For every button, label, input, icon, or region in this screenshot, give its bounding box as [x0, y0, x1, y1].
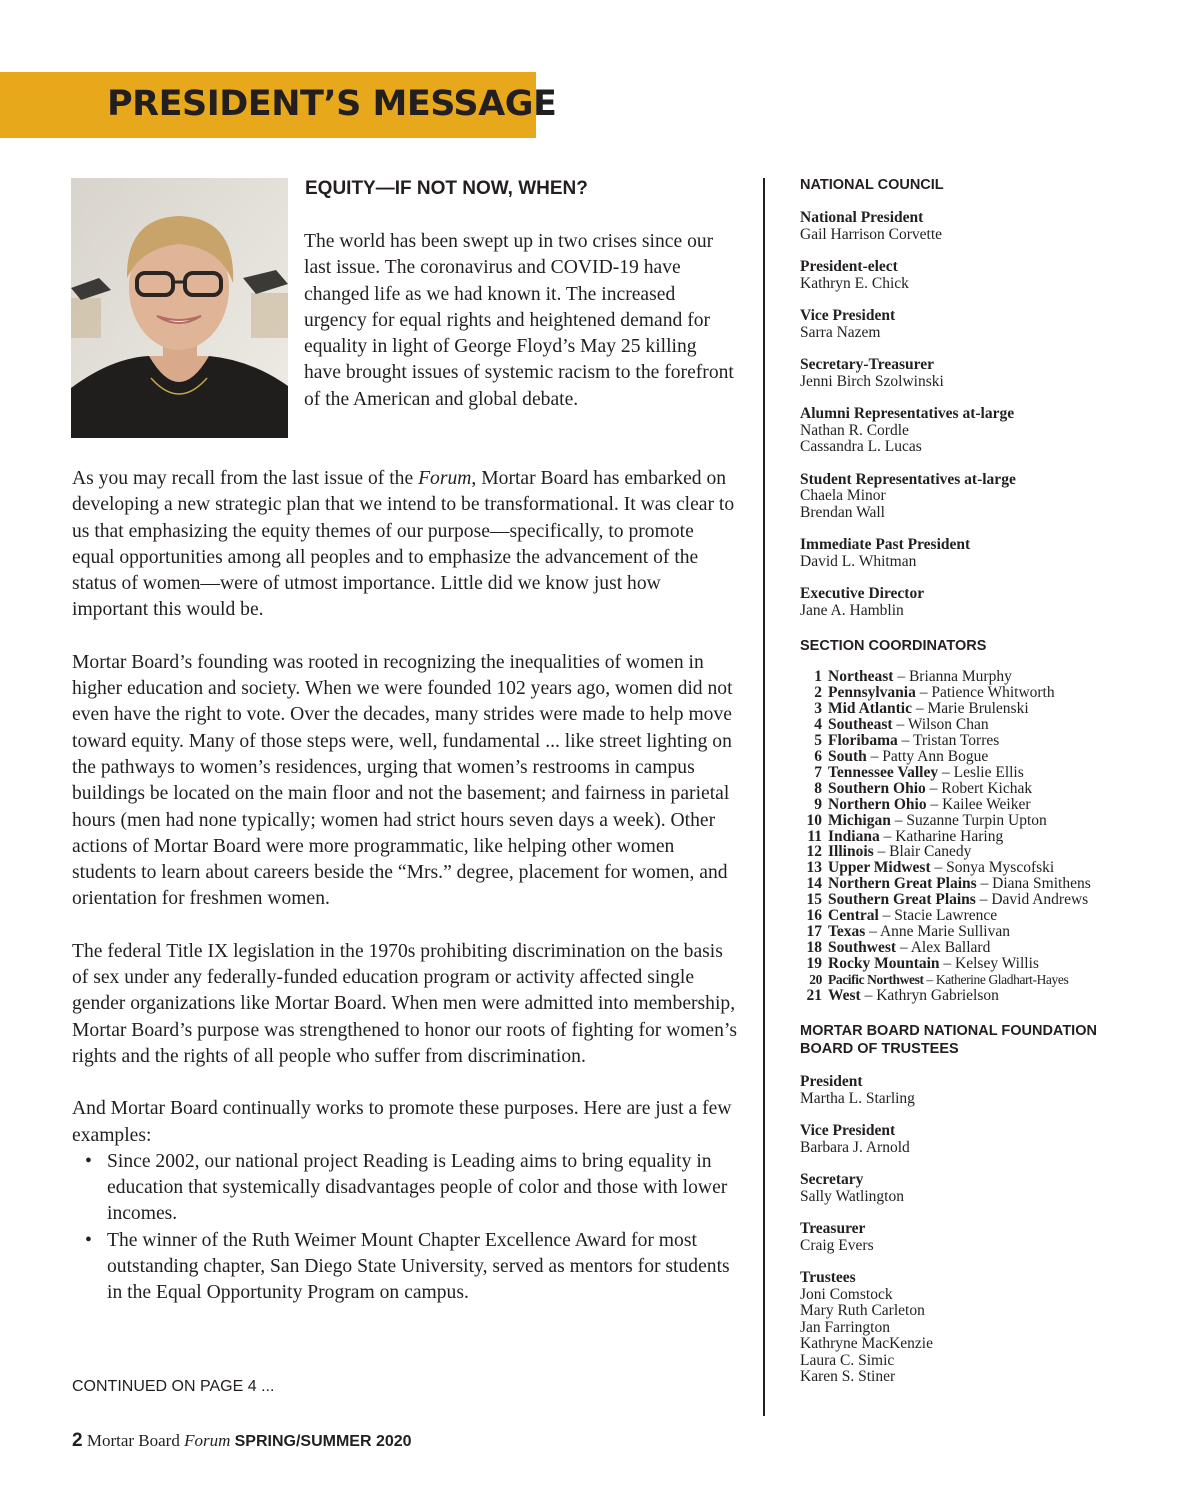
list-item: • The winner of the Ruth Weimer Mount Chapter Excellence Award for most outstanding chapter, San Diego State University, served as mentors for students in the Equal Opportunity Program on campus.	[85, 1229, 730, 1304]
section-region: Pacific Northwest	[828, 972, 924, 988]
coordinator-name: – Suzanne Turpin Upton	[894, 811, 1047, 829]
section-region: West	[828, 987, 861, 1005]
coordinator-name: – Stacie Lawrence	[882, 907, 998, 925]
article-title: EQUITY—IF NOT NOW, WHEN?	[305, 178, 588, 199]
role-title: Secretary	[800, 1171, 864, 1189]
section-coordinators-list	[800, 669, 1180, 1004]
section-number: 6	[814, 747, 822, 765]
section-banner	[0, 72, 557, 138]
role-title: Alumni Representatives at-large	[800, 405, 1015, 422]
coordinator-row	[800, 733, 1180, 749]
role-title: President-elect	[800, 258, 898, 275]
section-region: Central	[828, 907, 879, 925]
coordinator-row	[800, 749, 1180, 765]
paragraph: The federal Title IX legislation in the 1970s prohibiting discrimination on the basis of sex under any federally-funded education program or activity affected single gender organizations like Mortar Board. When men were admitted into membership, Mortar Board’s purpose was strengthened to honor our roots of fighting for women’s rights and the rights of all people who suffer from discrimination.	[72, 940, 737, 1067]
coordinator-name: – Kailee Weiker	[930, 795, 1031, 813]
section-number: 1	[814, 668, 822, 685]
coordinator-name: – Diana Smithens	[980, 875, 1091, 893]
section-region: Northern Ohio	[828, 795, 927, 813]
person-name: Chaela Minor	[800, 487, 886, 504]
section-region: Mid Atlantic	[828, 699, 912, 717]
article-body	[72, 466, 740, 1307]
coordinator-name: – Robert Kichak	[929, 779, 1033, 797]
role-title: Treasurer	[800, 1220, 866, 1238]
section-number: 14	[806, 875, 822, 893]
section-region: Southeast	[828, 715, 893, 733]
article-intro: The world has been swept up in two crises since our last issue. The coronavirus and COVID-19 have changed life as we had known it. The increased urgency for equal rights and heightened demand for equality in light of George Floyd’s May 25 killing have brought issues of systemic racism to the forefront of the American and global debate.	[304, 231, 734, 410]
section-number: 9	[814, 795, 822, 813]
coordinator-name: – Brianna Murphy	[897, 668, 1012, 685]
role-title: Vice President	[800, 1122, 896, 1140]
coordinator-row	[800, 908, 1180, 924]
role-title: Vice President	[800, 307, 896, 324]
role-title: National President	[800, 209, 924, 226]
role-title: President	[800, 1073, 863, 1091]
person-name: Jan Farrington	[800, 1318, 890, 1336]
president-portrait	[71, 178, 288, 438]
coordinator-name: – Anne Marie Sullivan	[869, 923, 1010, 941]
person-name: Jenni Birch Szolwinski	[800, 372, 944, 390]
coordinator-row	[800, 940, 1180, 956]
list-item: • Since 2002, our national project Reading is Leading aims to bring equality in education that systemically disadvantages people of color and those with lower incomes.	[85, 1150, 728, 1225]
directory-group	[800, 586, 1180, 619]
person-name: Sarra Nazem	[800, 323, 881, 341]
section-region: Michigan	[828, 811, 891, 829]
continued-link: CONTINUED ON PAGE 4 ...	[72, 1378, 275, 1395]
section-region: Southern Great Plains	[828, 891, 976, 909]
column-divider	[763, 178, 765, 1416]
paragraph: Mortar Board’s founding was rooted in recognizing the inequalities of women in higher education and society. When we were founded 102 years ago, women did not even have the right to vote. Over the decades, many strides were made to help move toward equity. Many of those steps were, well, fundamental ... like street lighting on the pathways to women’s residences, urging that women’s restrooms in campus buildings be located on the main floor and not the basement; and fairness in parietal hours (men had none typically; women had strict hours seven days a week). Other actions of Mortar Board were more programmatic, like helping other women students to learn about careers beside the “Mrs.” degree, placement for women, and orientation for freshmen women.	[72, 651, 733, 910]
publication-name: Forum	[418, 468, 472, 489]
coordinator-name: – Patience Whitworth	[919, 683, 1055, 701]
coordinator-row	[800, 988, 1180, 1004]
coordinator-row	[800, 797, 1180, 813]
person-name: Nathan R. Cordle	[800, 421, 909, 439]
section-region: South	[828, 747, 867, 765]
person-name: David L. Whitman	[800, 552, 917, 570]
page-heading: PRESIDENT’S MESSAGE	[107, 84, 557, 124]
section-coordinators-heading: SECTION COORDINATORS	[800, 638, 987, 654]
section-number: 7	[814, 763, 822, 781]
section-number: 19	[806, 955, 822, 973]
section-region: Northeast	[828, 668, 894, 685]
coordinator-row	[800, 924, 1180, 940]
person-name: Laura C. Simic	[800, 1351, 895, 1369]
section-region: Rocky Mountain	[828, 955, 940, 973]
person-name: Joni Comstock	[800, 1285, 893, 1303]
section-region: Northern Great Plains	[828, 875, 977, 893]
section-number: 3	[814, 699, 822, 717]
directory-group	[800, 357, 1180, 390]
coordinator-row	[800, 860, 1180, 876]
person-name: Jane A. Hamblin	[800, 601, 904, 619]
coordinator-name: – Kathryn Gabrielson	[864, 987, 999, 1005]
section-region: Illinois	[828, 843, 874, 861]
section-region: Floribama	[828, 731, 898, 749]
directory-group	[800, 406, 1180, 456]
coordinator-row	[800, 685, 1180, 701]
coordinator-name: – David Andrews	[979, 891, 1089, 909]
section-number: 4	[814, 715, 822, 733]
person-name: Gail Harrison Corvette	[800, 225, 943, 243]
person-name: Brendan Wall	[800, 503, 885, 521]
role-title: Immediate Past President	[800, 536, 971, 553]
coordinator-row	[800, 844, 1180, 860]
section-region: Upper Midwest	[828, 859, 931, 877]
coordinator-row	[800, 813, 1180, 829]
coordinator-name: – Marie Brulenski	[915, 699, 1029, 717]
foundation-trustees-list	[800, 1074, 1180, 1386]
coordinator-name: – Alex Ballard	[899, 939, 991, 957]
coordinator-row	[800, 892, 1180, 908]
directory-group	[800, 1123, 1180, 1156]
person-name: Kathryne MacKenzie	[800, 1335, 933, 1353]
paragraph: As you may recall from the last issue of the Forum, Mortar Board has embarked on developing a new strategic plan that we intend to be transformational. It was clear to us that emphasizing the equity themes of our purpose—specifically, to promote equal opportunities among all peoples and to emphasize the advancement of the status of women—were of utmost importance. Little did we know just how important this would be.	[72, 468, 735, 621]
issue-date: SPRING/SUMMER 2020	[234, 1433, 412, 1450]
coordinator-row	[800, 781, 1180, 797]
section-number: 21	[806, 987, 822, 1005]
national-council-heading: NATIONAL COUNCIL	[800, 177, 944, 193]
section-number: 12	[806, 843, 822, 861]
section-region: Indiana	[828, 827, 880, 845]
directory-group	[800, 1074, 1180, 1107]
foundation-heading: MORTAR BOARD NATIONAL FOUNDATION BOARD OF TRUSTEES	[800, 1023, 1097, 1058]
directory-group	[800, 1172, 1180, 1205]
coordinator-name: – Katherine Gladhart-Hayes	[926, 972, 1069, 988]
directory-group	[800, 259, 1180, 292]
directory-group	[800, 210, 1180, 243]
publication-title-italic: Forum	[184, 1431, 231, 1450]
section-number: 18	[806, 939, 822, 957]
coordinator-name: – Katharine Haring	[883, 827, 1004, 845]
person-name: Sally Watlington	[800, 1187, 904, 1205]
section-number: 13	[806, 859, 822, 877]
role-title: Executive Director	[800, 585, 925, 602]
section-number: 16	[806, 907, 822, 925]
bullet-list	[72, 1149, 740, 1307]
person-name: Karen S. Stiner	[800, 1368, 896, 1386]
section-number: 17	[806, 923, 822, 941]
national-council-list	[800, 210, 1180, 619]
publication-title: Mortar Board	[86, 1431, 180, 1450]
section-number: 8	[814, 779, 822, 797]
section-number: 15	[806, 891, 822, 909]
sidebar-directory	[800, 176, 1180, 1386]
section-region: Southwest	[828, 939, 897, 957]
coordinator-row	[800, 717, 1180, 733]
coordinator-name: – Leslie Ellis	[941, 763, 1024, 781]
role-title: Trustees	[800, 1269, 856, 1287]
section-number: 11	[807, 827, 822, 845]
coordinator-name: – Blair Canedy	[877, 843, 972, 861]
directory-group	[800, 537, 1180, 570]
directory-group	[800, 308, 1180, 341]
person-name: Martha L. Starling	[800, 1089, 915, 1107]
coordinator-row	[800, 701, 1180, 717]
section-number: 2	[814, 683, 822, 701]
coordinator-row	[800, 765, 1180, 781]
coordinator-name: – Tristan Torres	[901, 731, 1000, 749]
page-number: 2	[72, 1430, 83, 1451]
coordinator-row	[800, 972, 1180, 988]
coordinator-name: – Sonya Myscofski	[934, 859, 1055, 877]
section-number: 20	[809, 972, 822, 988]
directory-group	[800, 1221, 1180, 1254]
section-number: 5	[814, 731, 822, 749]
directory-group	[800, 472, 1180, 522]
coordinator-row	[800, 669, 1180, 685]
coordinator-name: – Wilson Chan	[896, 715, 989, 733]
section-region: Southern Ohio	[828, 779, 926, 797]
directory-group	[800, 1270, 1180, 1386]
paragraph: And Mortar Board continually works to promote these purposes. Here are just a few examples:	[72, 1098, 732, 1146]
coordinator-name: – Kelsey Willis	[943, 955, 1039, 973]
coordinator-name: – Patty Ann Bogue	[870, 747, 989, 765]
person-name: Craig Evers	[800, 1236, 874, 1254]
coordinator-row	[800, 829, 1180, 845]
coordinator-row	[800, 956, 1180, 972]
coordinator-row	[800, 876, 1180, 892]
person-name: Barbara J. Arnold	[800, 1138, 910, 1156]
person-name: Cassandra L. Lucas	[800, 438, 922, 455]
role-title: Secretary-Treasurer	[800, 356, 934, 373]
person-name: Kathryn E. Chick	[800, 274, 909, 292]
person-name: Mary Ruth Carleton	[800, 1302, 925, 1320]
page-footer	[72, 1430, 412, 1452]
section-region: Pennsylvania	[828, 683, 916, 701]
role-title: Student Representatives at-large	[800, 470, 1016, 488]
section-region: Tennessee Valley	[828, 763, 939, 781]
section-number: 10	[806, 811, 822, 829]
section-region: Texas	[828, 923, 866, 941]
